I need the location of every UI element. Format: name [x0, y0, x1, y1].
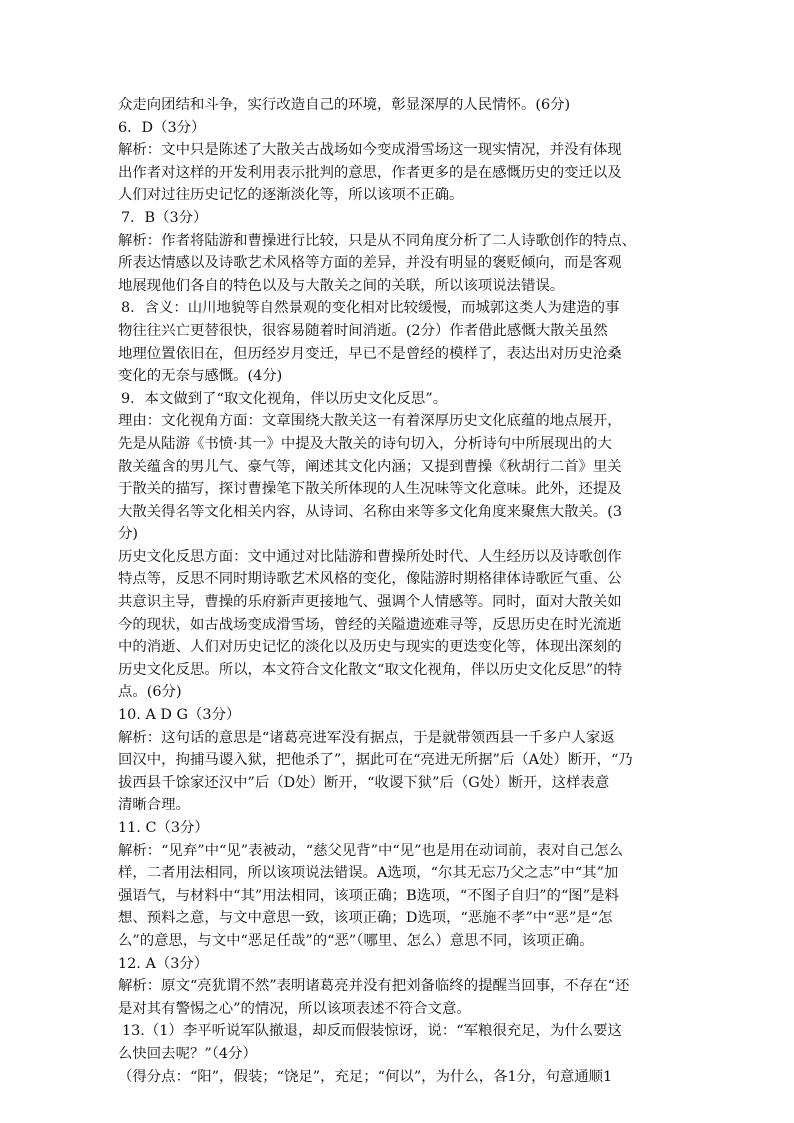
text-line: 中的消逝、人们对历史记忆的淡化以及历史与现实的更迭变化等，体现出深刻的 [118, 639, 622, 656]
text-line: 回汉中，拘捕马谡入狱，把他杀了”，据此可在“亮进无所据”后（A处）断开，“乃 [118, 752, 633, 769]
text-line: 分) [118, 526, 139, 543]
text-line: 拔西县千馀家还汉中”后（D处）断开，“收谡下狱”后（G处）断开，这样表意 [118, 774, 610, 791]
text-line: 地展现他们各自的特色以及与大散关之间的关联，所以该项说法错误。 [118, 277, 565, 294]
text-line: 样，二者用法相同，所以该项说法错误。A选项，“尔其无忘乃父之志”中“其”加 [118, 865, 619, 882]
text-line: 历史文化反思方面：文中通过对比陆游和曹操所处时代、人生经历以及诗歌创作 [118, 548, 622, 565]
text-line: 解析：作者将陆游和曹操进行比较，只是从不同角度分析了二人诗歌创作的特点、 [118, 232, 637, 249]
answer-line-11: 11. C（3分） [118, 820, 209, 836]
text-line: 强语气，与材料中“其”用法相同，该项正确；B选项，“不图子自归”的“图”是料 [118, 887, 619, 904]
text-line: 今的现状，如古战场变成滑雪场，曾经的关隘遗迹难寻等，反思历史在时光流逝 [118, 616, 622, 633]
text-line: 特点等，反思不同时期诗歌艺术风格的变化，像陆游时期格律体诗歌匠气重、公 [118, 571, 622, 588]
answer-line-9: 9．本文做到了“取文化视角，伴以历史文化反思”。 [121, 390, 448, 407]
text-line: 众走向团结和斗争，实行改造自己的环境，彰显深厚的人民情怀。(6分) [118, 97, 571, 113]
text-line: 是对其有警惕之心”的情况，所以该项表述不符合文意。 [118, 1000, 471, 1017]
text-line: （得分点：“阳”，假装；“饶足”，充足；“何以”，为什么，各1分，句意通顺1 [118, 1068, 613, 1085]
text-line: 解析：文中只是陈述了大散关古战场如今变成滑雪场这一现实情况，并没有体现 [118, 142, 622, 159]
answer-line-13: 13.（1）李平听说军队撤退，却反而假装惊讶，说：“军粮很充足，为什么要这 [122, 1023, 622, 1040]
text-line: 想、预料之意，与文中意思一致，该项正确；D选项，“恶施不孝”中“恶”是“怎 [118, 910, 613, 927]
text-line: 出作者对这样的开发利用表示批判的意思，作者更多的是在感慨历史的变迁以及 [118, 164, 622, 181]
text-line: 人们对过往历史记忆的逐渐淡化等，所以该项不正确。 [118, 187, 464, 204]
text-line: 理由：文化视角方面：文章围绕大散关这一有着深厚历史文化底蕴的地点展开， [118, 413, 622, 430]
text-line: 历史文化反思。所以，本文符合文化散文“取文化视角，伴以历史文化反思”的特 [118, 661, 622, 678]
answer-line-7: 7．B（3分） [121, 209, 208, 226]
text-line: 共意识主导，曹操的乐府新声更接地气、强调个人情感等。同时，面对大散关如 [118, 594, 622, 611]
text-line: 大散关得名等文化相关内容，从诗词、名称由来等多文化角度来聚焦大散关。(3 [118, 503, 623, 520]
text-line: 点。(6分) [118, 684, 182, 701]
text-line: 么快回去呢？”（4分） [118, 1045, 257, 1062]
text-line: 解析：这句话的意思是“诸葛亮进军没有据点，于是就带领西县一千多户人家返 [118, 729, 615, 746]
text-line: 变化的无奈与感慨。(4分) [118, 368, 283, 385]
document-page [118, 94, 684, 1088]
text-line: 清晰合理。 [118, 797, 190, 814]
text-line: 么”的意思，与文中“恶足任哉”的“恶”（哪里、怎么）意思不同，该项正确。 [118, 932, 594, 949]
text-line: 解析：原文“亮犹谓不然”表明诸葛亮并没有把刘备临终的提醒当回事，不存在“还 [118, 978, 630, 995]
text-line: 于散关的描写，探讨曹操笔下散关所体现的人生况味等文化意味。此外，还提及 [118, 481, 622, 498]
text-line: 先是从陆游《书愤·其一》中提及大散关的诗句切入，分析诗句中所展现出的大 [118, 435, 612, 452]
answer-line-12: 12. A（3分） [118, 955, 209, 972]
answer-line-10: 10. A D G（3分） [118, 707, 241, 724]
text-line: 地理位置依旧在，但历经岁月变迁，早已不是曾经的模样了，表达出对历史沧桑 [118, 345, 622, 362]
answer-line-6: 6．D（3分） [118, 119, 206, 136]
text-line: 解析：“见弃”中“见”表被动，“慈父见背”中“见”也是用在动词前，表对自己怎么 [118, 842, 623, 859]
answer-line-8: 8．含义：山川地貌等自然景观的变化相对比较缓慢，而城郭这类人为建造的事 [121, 300, 620, 317]
text-line: 散关蕴含的男儿气、豪气等，阐述其文化内涵；又提到曹操《秋胡行二首》里关 [118, 458, 622, 475]
text-line: 所表达情感以及诗歌艺术风格等方面的差异，并没有明显的褒贬倾向，而是客观 [118, 255, 622, 272]
text-line: 物往往兴亡更替很快，很容易随着时间消逝。(2分）作者借此感慨大散关虽然 [118, 322, 608, 339]
